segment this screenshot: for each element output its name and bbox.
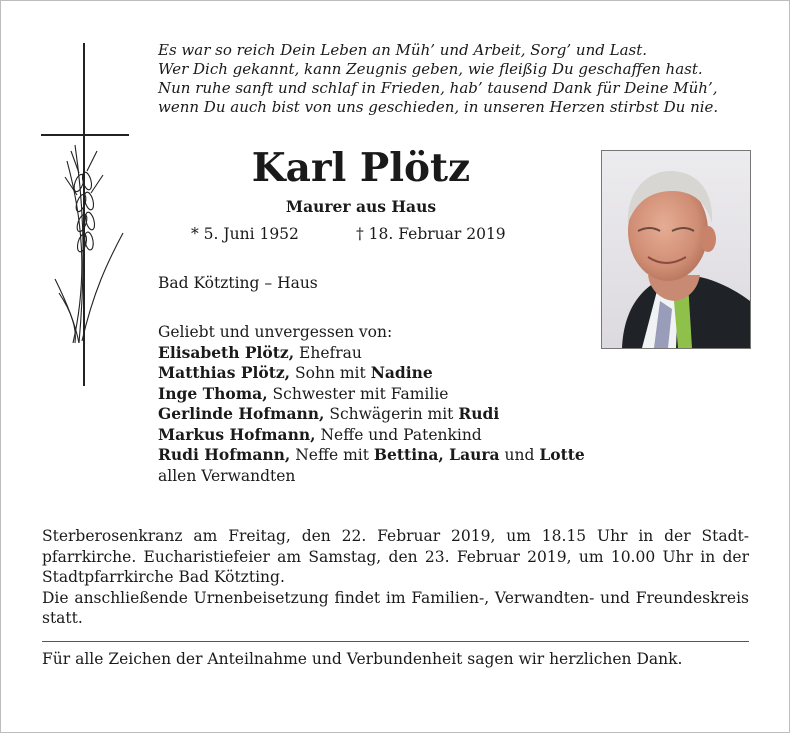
mourner-name: Markus Hofmann, — [158, 424, 316, 444]
mourner-line — [158, 384, 585, 405]
residence: Bad Kötzting – Haus — [158, 274, 318, 292]
poem — [158, 41, 758, 117]
deceased-occupation: Maurer aus Haus — [285, 197, 437, 216]
mourner-line — [158, 466, 585, 487]
mourner-name: Matthias Plötz, — [158, 363, 291, 382]
deceased-name: Karl Plötz — [251, 145, 471, 191]
mourner-line — [158, 445, 585, 466]
mourner-name: Elisabeth Plötz, — [158, 342, 295, 362]
service-info — [42, 526, 749, 629]
service-paragraph: Sterberosenkranz am Freitag, den 22. Februar 2019, um 18.15 Uhr in der Stadtpfarrkirche. Eucharistiefeier am Samstag, den 23. Februar 2019, um 10.00 Uhr in der Stadtpfarrkirche Bad Kötzting. — [42, 527, 749, 586]
mourner-line — [158, 363, 585, 384]
mourner-partner: Lotte — [539, 445, 585, 464]
mourners-list — [158, 322, 585, 486]
divider — [42, 641, 749, 642]
mourner-relation: Schwägerin mit — [324, 405, 459, 423]
mourner-relation: und — [499, 446, 540, 464]
portrait-photo-graphic — [602, 151, 750, 348]
mourner-name: Gerlinde Hofmann, — [158, 404, 325, 423]
mourner-relation: Neffe mit — [290, 446, 374, 464]
mourner-name: Rudi Hofmann, — [158, 445, 291, 464]
mourners-intro: Geliebt und unvergessen von: — [158, 323, 393, 341]
mourner-relation: allen Verwandten — [158, 466, 296, 485]
mourner-relation: Neffe und Patenkind — [315, 425, 482, 444]
cross-with-wheat-icon — [37, 43, 137, 393]
mourner-line — [158, 425, 585, 446]
portrait-photo — [601, 150, 751, 349]
mourner-name: Inge Thoma, — [158, 383, 268, 403]
birth-date: * 5. Juni 1952 — [191, 225, 299, 243]
mourner-line — [158, 343, 585, 364]
mourner-relation: Schwester mit Familie — [267, 384, 449, 403]
mourner-partner: Rudi — [458, 404, 500, 423]
mourner-line — [158, 404, 585, 425]
poem-line: wenn Du auch bist von uns geschieden, in unseren Herzen stirbst Du nie. — [158, 98, 719, 116]
thanks-text: Für alle Zeichen der Anteilnahme und Verbundenheit sagen wir herzlichen Dank. — [42, 650, 683, 668]
poem-line: Nun ruhe sanft und schlaf in Frieden, hab’ tausend Dank für Deine Müh’, — [158, 79, 718, 97]
poem-line: Es war so reich Dein Leben an Müh’ und Arbeit, Sorg’ und Last. — [158, 41, 648, 59]
death-date: † 18. Februar 2019 — [356, 225, 506, 243]
poem-line: Wer Dich gekannt, kann Zeugnis geben, wie fleißig Du geschaffen hast. — [158, 60, 703, 78]
burial-paragraph: Die anschließende Urnenbeisetzung findet im Familien-, Verwandten- und Freundeskreis statt. — [42, 588, 749, 627]
mourner-relation: Sohn mit — [290, 364, 371, 382]
mourner-partner: Nadine — [370, 363, 433, 382]
mourner-relation: Ehefrau — [294, 343, 362, 362]
mourner-partner: Bettina, Laura — [373, 445, 500, 464]
